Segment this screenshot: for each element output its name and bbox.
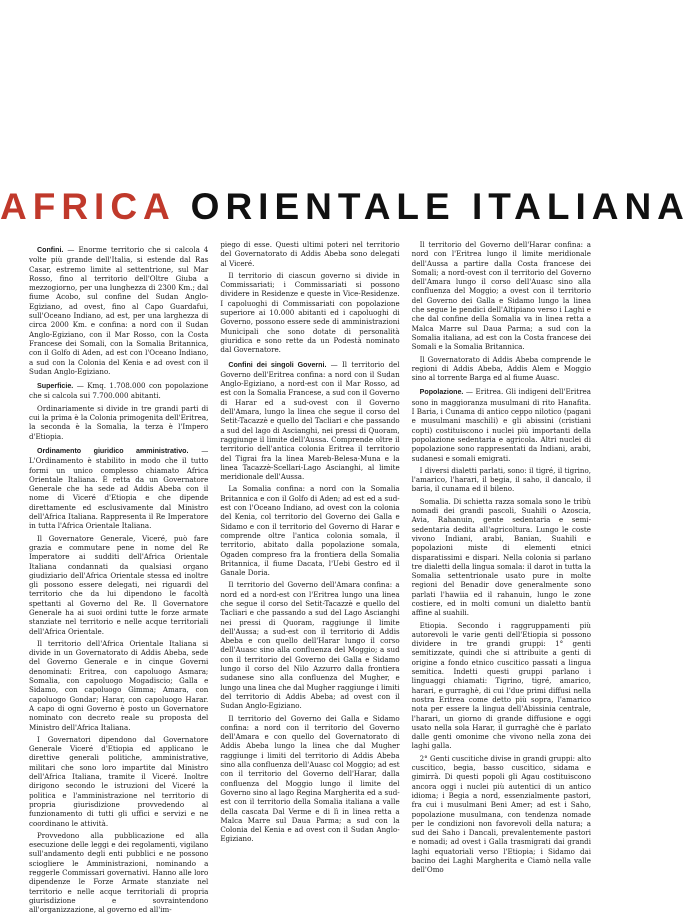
paragraph-text: — Eritrea. Gli indigeni dell'Eritrea sono in maggioranza musulmani di rito Hanafita. I Baria, i Cunama di antico ceppo nilotico (pagani e musulmani maschili) e gli abissini (cristiani copti) costituiscono i nuclei più importanti della popolazione sedentaria e agricola. Altri nuclei di popolazione sono rappresentati da Indiani, arabi, sudanesi e somali emigrati.: [411, 387, 591, 463]
paragraph: Il territorio del Governo dell'Harar confina: a nord con l'Eritrea lungo il limite meridionale dell'Aussa a partire dalla Costa francese dei Somali; a nord-ovest con il territorio del Governo dell'Amara lungo il corso dell'Auasc sino alla confluenza del Moggio; a ovest con il territorio del Governo dei Galla e Sidamo lungo la linea che segue le pendici dell'Altipiano verso i Laghi e che dal confine della Somalia va in linea retta a Malca Marre sul Daua Parma; a sud con la Somalia italiana, ad est con la Costa francese dei Somali e la Somalia Britannica.: [411, 240, 591, 352]
paragraph-text: — Il territorio del Governo dell'Eritrea confina: a nord con il Sudan Anglo-Egiziano, a nord-est con il Mar Rosso, ad est con la Somalia Francese, a sud con il Governo di Harar ed a sud-ovest con il Governo dell'Amara, lungo la linea che segue il corso del Setit-Tacazzè e quello del Tacliari e che passando a sud del lago di Ascianghi, nei pressi di Quoram, raggiunge il limite dell'Aussa. Comprende oltre il territorio dell'antica colonia Eritrea il territorio del Tigrai fra la linea Mareb-Belesa-Muna e la linea Tacazzè-Scellari-Lago Ascianghi, al limite meridionale dell'Aussa.: [220, 359, 400, 482]
paragraph: Il territorio dell'Africa Orientale Italiana si divide in un Governatorato di Addis Abeba, sede del Governo Generale e in cinque Governi denominati: Eritrea, con capoluogo Asmara; Somalia, con capoluogo Mogadiscio; Galla e Sidamo, con capoluogo Gimma; Amara, con capoluogo Gondar; Harar, con capoluogo Harar. A capo di ogni Governo è posto un Governatore nominato con decreto reale su proposta del Ministro dell'Africa Italiana.: [29, 638, 209, 732]
paragraph: Il Governatore Generale, Viceré, può fare grazia e commutare pene in nome del Re Imperatore ai sudditi dell'Africa Orientale Italiana condannati da qualsiasi organo giudiziario dell'Africa Orientale stessa ed inoltre gli possono essere delegati, nei riguardi del territorio che da lui dipendono le facoltà spettanti al Governo del Re. Il Governatore Generale ha ai suoi ordini tutte le forze armate stanziate nel territorio e nelle acque territoriali dell'Africa Orientale.: [29, 533, 209, 636]
title-word-italiana: ITALIANA: [472, 186, 690, 227]
column-3: [412, 240, 591, 880]
section-heading: Popolazione.: [419, 388, 464, 397]
paragraph: Etiopia. Secondo i raggruppamenti più autorevoli le varie genti dell'Etiopia si possono dividere in tre grandi gruppi: 1° genti semitizzate, quindi che si attribuite a genti di origine a fondo etnico cuscitico passati a lingua semitica. Indetti questi gruppi parlano i linguaggi chiamati: Tigrino, tigré, amarico, harari, e gurraghè, di cui l'due primi diffusi nella nostra Eritrea come detto più sopra, l'amarico nota per essere la lingua dell'Abissinia centrale, l'harari, un giorno di grande diffusione e oggi usato nella sola Harar, il gurraghè che è parlato dalle genti omonime che vivono nella zona dei laghi galla.: [411, 620, 591, 751]
paragraph-text: — L'Ordinamento è stabilito in modo che il tutto formi un unico complesso chiamato Africa Orientale Italiana. È retta da un Governatore Generale che ha sede ad Addis Abeba con il nome di Viceré d'Etiopia e che dipende direttamente ed esclusivamente dal Ministro dell'Africa Italiana. Rappresenta il Re Imperatore in tutta l'Africa Orientale Italiana.: [29, 445, 209, 531]
paragraph: Il Governatorato di Addis Abeba comprende le regioni di Addis Abeba, Addis Alem e Moggio sino al torrente Barga ed al fiume Auasc.: [411, 354, 591, 383]
section-heading: Ordinamento giuridico amministrativo.: [37, 446, 189, 455]
column-2: [220, 240, 399, 880]
paragraph: Provvedono alla pubblicazione ed alla esecuzione delle leggi e dei regolamenti, vigilano sull'andamento degli enti pubblici e ne possono sciogliere le Amministrazioni, nominando a reggerle Commissari governativi. Hanno alle loro dipendenze le Forze Armate stanziate nel territorio e nelle acque territoriali di propria giurisdizione e sovraintendono all'organizzazione, al governo ed all'im-: [29, 830, 209, 914]
paragraph: Ordinariamente si divide in tre grandi parti di cui la prima è la Colonia primogenita dell'Eritrea, la seconda è la Somalia, la terza è l'Impero d'Etiopia.: [29, 403, 209, 441]
section-superficie: [29, 381, 208, 401]
paragraph: Il territorio del Governo dei Galla e Sidamo confina: a nord con il territorio del Governo dell'Amara e con quello del Governatorato di Addis Abeba lungo la linea che dal Mugher raggiunge i limiti del territorio di Addis Abeba sino alla confluenza dell'Auasc col Moggio; ad est con il territorio del Governo dell'Harar, dalla confluenza del Moggio lungo il limite del Governo sino al lago Regina Margherita ed a sud-est con il territorio della Somalia italiana a valle della cascata Dal Verme e di lì in linea retta a Malca Marre sul Daua Parma; a sud con la Colonia del Kenia e ad ovest con il Sudan Anglo-Egiziano.: [220, 713, 400, 844]
paragraph: I diversi dialetti parlati, sono: il tigré, il tigrino, l'amarico, l'harari, il begia, il saho, il dancalo, il baria, il cunama ed il bileno.: [411, 465, 591, 494]
title-word-africa: AFRICA: [0, 186, 175, 227]
column-1: [29, 240, 209, 914]
paragraph: piego di esse. Questi ultimi poteri nel territorio del Governatorato di Addis Abeba sono delegati al Viceré.: [220, 240, 400, 268]
paragraph: Il territorio del Governo dell'Amara confina: a nord ed a nord-est con l'Eritrea lungo una linea che segue il corso del Setit-Tacazzè e quello del Tacliari e che passando a sud del Lago Ascianghi nei pressi di Quoram, raggiunge il limite dell'Aussa; a sud-est con il territorio di Addis Abeba e con quello dell'Harar lungo il corso dell'Auasc sino alla confluenza del Moggio; a sud con il territorio del Governo dei Galla e Sidamo lungo il corso del Nilo Azzurro dalla frontiera sudanese sino alla confluenza del Mugher, e lungo una linea che dal Mugher raggiunge i limiti del territorio di Addis Abeba; ad ovest con il Sudan Anglo-Egiziano.: [220, 580, 400, 711]
paragraph: I Governatori dipendono dal Governatore Generale Viceré d'Etiopia ed applicano le direttive generali politiche, amministrative, militari che sono loro impartite dal Ministro dell'Africa Italiana, tramite il Viceré. Inoltre dirigono secondo le istruzioni del Viceré la politica e l'amministrazione nel territorio di propria giurisdizione provvedendo al funzionamento di tutti gli uffici e servizi e ne coordinano le attività.: [29, 734, 209, 828]
paragraph: La Somalia confina: a nord con la Somalia Britannica e con il Golfo di Aden; ad est ed a sud-est con l'Oceano Indiano, ad ovest con la colonia del Kenia, col territorio del Governo dei Galla e Sidamo e con il territorio del Governo di Harar e comprende oltre l'antica colonia somala, il territorio, abitato dalla popolazione somala, Ogaden compreso fra la frontiera della Somalia Britannica, il fiume Dacata, l'Uebi Gestro ed il Ganale Doria.: [220, 484, 400, 578]
section-heading: Superficie.: [37, 382, 74, 391]
paragraph-text: — Kmq. 1.708.000 con popolazione che si calcola sui 7.700.000 abitanti.: [29, 381, 209, 401]
section-confini: [29, 245, 208, 376]
section-heading: Confini.: [37, 246, 64, 254]
section-heading: Confini dei singoli Governi.: [228, 360, 327, 369]
section-ordinamento: [29, 446, 208, 531]
paragraph: Somalia. Di schietta razza somala sono le tribù nomadi dei grandi pascoli, Suahili o Azoscia, Avia, Rahanuin, gente sedentaria e semi-sedentaria dedita all'agricoltura. Lungo le coste vivono Indiani, arabi, Banian, Suahili e popolazioni miste di elementi etnici disparatissimi e dispari. Nella colonia si parlano tre dialetti della lingua somala: il darot in tutta la Somalia settentrionale usato pure in molte regioni del Benadir dove generalmente sono parlati l'hawiia ed il rahanuin, lungo le zone costiere, ed in molti comuni un dialetto bantù affine al suahili.: [411, 496, 591, 618]
paragraph: Il territorio di ciascun governo si divide in Commissariati; i Commissariati si possono dividere in Residenze e queste in Vice-Residenze. I capoluoghi di Commissariati con popolazione superiore ai 10.000 abitanti ed i capoluoghi di Governo, possono essere sede di amministrazioni Municipali che sono dotate di personalità giuridica e sono rette da un Podestà nominato dal Governatore.: [220, 270, 400, 355]
title-word-orientale: ORIENTALE: [190, 186, 456, 227]
paragraph-text: — Enorme territorio che si calcola 4 volte più grande dell'Italia, si estende dal Ras Casar, estremo limite al settentrione, sul Mar Rosso, fino al territorio dell'Oltre Giuba a mezzogiorno, per una lunghezza di 2300 Km.; dal fiume Acobo, sul confine del Sudan Anglo-Egiziano, ad ovest, fino al Capo Guardafui, sull'Oceano Indiano, ad est, per una larghezza di circa 2000 Km. e confina: a nord con il Sudan Anglo-Egiziano, con il Mar Rosso, con la Costa Francese dei Somali, con la Somalia Britannica, con il Golfo di Aden, ad est con l'Oceano Indiano, a sud con la Colonia del Kenia e ad ovest con il Sudan Anglo-Egiziano.: [29, 245, 209, 376]
page-title: [0, 186, 690, 228]
paragraph: 2° Genti cuscitiche divise in grandi gruppi: alto cuscitico, begia, basso cuscitico, sidama e gimirrà. Di questi popoli gli Agau costituiscono ancora oggi i nuclei più autentici di un antico idioma; i Begia a nord, essenzialmente pastori, fra cui i musulmani Beni Amer; ad est i Saho, popolazione musulmana, con tendenza nomade per le condizioni non favorevoli della natura; a sud dei Saho i Dancali, prevalentemente pastori e nomadi; ad ovest i Galla trasmigrati dai grandi laghi equatoriali verso l'Etiopia; i Sidamo dai bacino dei Laghi Margherita e Ciamò nella valle dell'Omo: [411, 753, 591, 875]
article-body: [29, 240, 591, 914]
section-confini-governi: [220, 360, 399, 482]
section-popolazione: [412, 387, 591, 462]
